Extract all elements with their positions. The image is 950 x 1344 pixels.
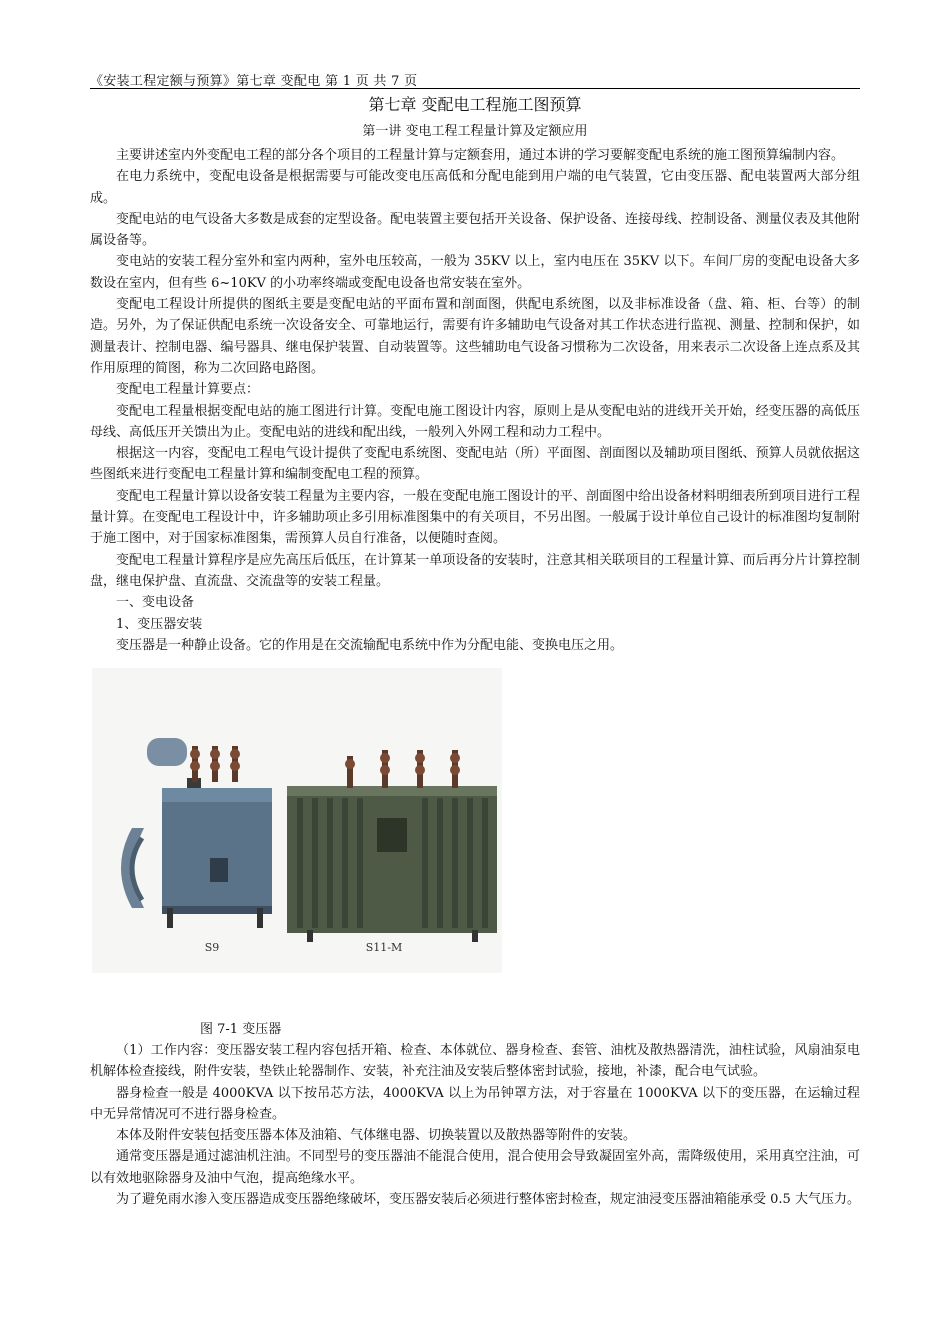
transformer-illustration [92, 668, 502, 973]
paragraph: 主要讲述室内外变配电工程的部分各个项目的工程量计算与定额套用，通过本讲的学习要解变配电系统的施工图预算编制内容。 [116, 148, 845, 163]
paragraph: 器身检查一般是 4000KVA 以下按吊芯方法，4000KVA 以上为吊钟罩方法，对于容量在 1000KVA 以下的变压器，在运输过程中无异常情况可不进行器身检查。 [90, 1085, 860, 1122]
paragraph: 通常变压器是通过滤油机注油。不同型号的变压器油不能混合使用，混合使用会导致凝固室外高，需降级使用，采用真空注油，可以有效地驱除器身及油中气泡，提高绝缘水平。 [90, 1149, 860, 1186]
paragraph: 变配电工程量计算以设备安装工程量为主要内容，一般在变配电施工图设计的平、剖面图中给出设备材料明细表所到项目进行工程量计算。在变配电工程设计中，许多辅助项止多引用标准图集中的有关项目，不另出图。一般属于设计单位自己设计的标准图均复制附于施工图中，对于国家标准图集，需预算人员自行准备，以便随时查阅。 [90, 488, 860, 547]
body-text-top [90, 145, 860, 656]
page-header: 《安装工程定额与预算》第七章 变配电 第 1 页 共 7 页 [90, 74, 418, 89]
paragraph: 为了避免雨水渗入变压器造成变压器绝缘破坏，变压器安装后必须进行整体密封检查，规定油浸变压器油箱能承受 0.5 大气压力。 [116, 1192, 860, 1208]
paragraph: 根据这一内容，变配电工程电气设计提供了变配电系统图、变配电站（所）平面图、剖面图以及辅助项目图纸、预算人员就依据这些图纸来进行变配电工程量计算和编制变配电工程的预算。 [90, 446, 860, 483]
paragraph: 本体及附件安装包括变压器本体及油箱、气体继电器、切换装置以及散热器等附件的安装。 [116, 1128, 637, 1144]
paragraph: 变压器是一种静止设备。它的作用是在交流输配电系统中作为分配电能、变换电压之用。 [116, 637, 624, 653]
body-text-bottom [90, 1040, 860, 1210]
paragraph: 变电站的安装工程分室外和室内两种，室外电压较高，一般为 35KV 以上，室内电压在 35KV 以下。车间厂房的变配电设备大多数设在室内，但有些 6~10KV 的小功率终端或变配电设备也常安装在室外。 [90, 254, 860, 291]
figure-label-s9: S9 [204, 941, 220, 954]
figure-label-s11m: S11-M [365, 941, 403, 954]
s9-transformer [121, 738, 272, 954]
header-rule [90, 88, 860, 89]
paragraph: （1）工作内容：变压器安装工程内容包括开箱、检查、本体就位、器身检查、套管、油枕及散热器清洗，油柱试验，风扇油泵电机解体检查接线，附件安装，垫铁止轮器制作、安装，补充注油及安装后整体密封试验，接地，补漆，配合电气试验。 [90, 1043, 860, 1080]
paragraph: 变配电工程设计所提供的图纸主要是变配电站的平面布置和剖面图，供配电系统图，以及非标准设备（盘、箱、柜、台等）的制造。另外，为了保证供配电系统一次设备安全、可靠地运行，需要有许多辅助电气设备对其工作状态进行监视、测量、控制和保护，如测量表计、控制电器、编号器具、继电保护装置、自动装置等。这些辅助电气设备习惯称为二次设备，用来表示二次设备上连点系及其作用原理的简图，称为二次回路电路图。 [90, 297, 860, 376]
paragraph: 变配电工程量计算程序是应先高压后低压，在计算某一单项设备的安装时，注意其相关联项目的工程量计算、而后再分片计算控制盘，继电保护盘、直流盘、交流盘等的安装工程量。 [90, 552, 860, 589]
paragraph: 变配电站的电气设备大多数是成套的定型设备。配电装置主要包括开关设备、保护设备、连接母线、控制设备、测量仪表及其他附属设备等。 [90, 211, 860, 249]
subsection-heading: 1、变压器安装 [116, 616, 203, 632]
paragraph: 在电力系统中，变配电设备是根据需要与可能改变电压高低和分配电能到用户端的电气装置，它由变压器、配电装置两大部分组成。 [90, 169, 860, 206]
lecture-title: 第一讲 变电工程工程量计算及定额应用 [362, 124, 588, 139]
section-heading: 一、变电设备 [116, 595, 195, 611]
chapter-title: 第七章 变配电工程施工图预算 [368, 95, 582, 114]
paragraph: 变配电工程量计算要点： [116, 382, 260, 398]
paragraph: 变配电工程量根据变配电站的施工图进行计算。变配电施工图设计内容，原则上是从变配电站的进线开关开始，经变压器的高低压母线、高低压开关馈出为止。变配电站的进线和配出线，一般列入外网工程和动力工程中。 [90, 403, 860, 440]
transformer-photo [92, 668, 502, 973]
figure-caption: 图 7-1 变压器 [200, 1022, 282, 1037]
s11m-transformer [287, 750, 497, 954]
